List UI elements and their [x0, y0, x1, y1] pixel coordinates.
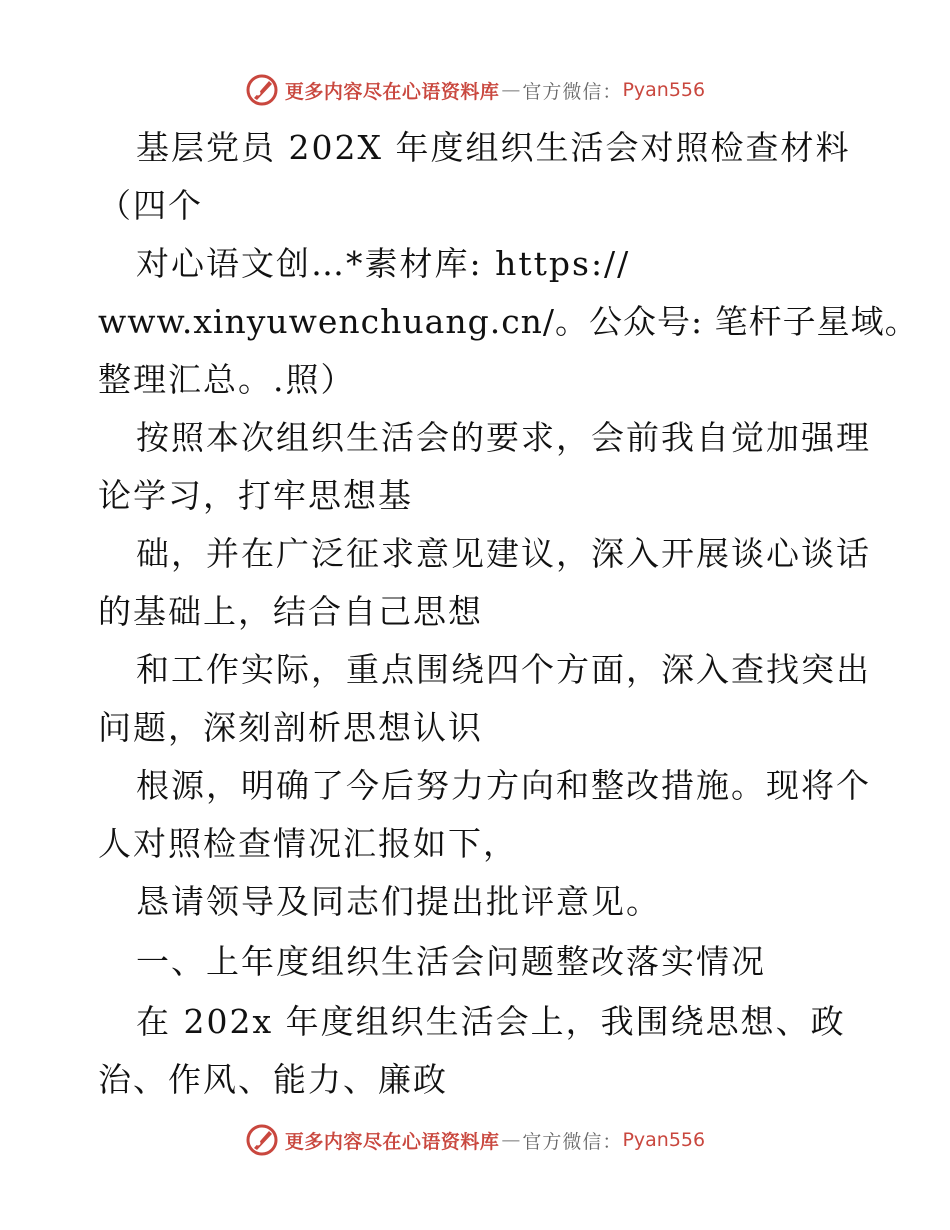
section-heading-1: 一、上年度组织生活会问题整改落实情况 [136, 942, 766, 981]
watermark-site-text: 更多内容尽在心语资料库 [284, 80, 500, 103]
doc-line-14: 恳请领导及同志们提出批评意见。 [136, 882, 661, 921]
watermark-wechat-id: Pyan556 [622, 79, 706, 101]
doc-line-4: www.xinyuwenchuang.cn/。公众号: 笔杆子星域。 [98, 302, 919, 341]
doc-line-17: 治、作风、能力、廉政 [98, 1060, 448, 1099]
doc-line-6: 按照本次组织生活会的要求，会前我自觉加强理 [136, 418, 871, 457]
doc-line-8: 础，并在广泛征求意见建议，深入开展谈心谈话 [136, 534, 871, 573]
doc-line-11: 问题，深刻剖析思想认识 [98, 708, 483, 747]
doc-title-line-2: （四个 [98, 186, 203, 225]
watermark-separator: — [501, 1129, 521, 1151]
watermark-separator: — [501, 79, 521, 101]
watermark-site-text: 更多内容尽在心语资料库 [284, 1130, 500, 1153]
quill-seal-icon [245, 1123, 279, 1157]
watermark-banner-bottom [0, 1120, 950, 1160]
doc-line-16: 在 202x 年度组织生活会上，我围绕思想、政 [136, 1002, 846, 1041]
doc-title-line-1: 基层党员 202X 年度组织生活会对照检查材料 [136, 128, 851, 167]
watermark-wechat-label: 官方微信： [522, 1130, 623, 1153]
watermark-banner-top [0, 70, 950, 110]
doc-line-5: 整理汇总。.照） [98, 360, 356, 399]
quill-seal-icon [245, 73, 279, 107]
doc-line-12: 根源，明确了今后努力方向和整改措施。现将个 [136, 766, 871, 805]
doc-line-3: 对心语文创…*素材库: https:// [136, 244, 631, 283]
doc-line-13: 人对照检查情况汇报如下， [98, 824, 518, 863]
watermark-wechat-id: Pyan556 [622, 1129, 706, 1151]
watermark-wechat-label: 官方微信： [522, 80, 623, 103]
doc-line-9: 的基础上，结合自己思想 [98, 592, 483, 631]
doc-line-10: 和工作实际，重点围绕四个方面，深入查找突出 [136, 650, 871, 689]
doc-line-7: 论学习，打牢思想基 [98, 476, 413, 515]
